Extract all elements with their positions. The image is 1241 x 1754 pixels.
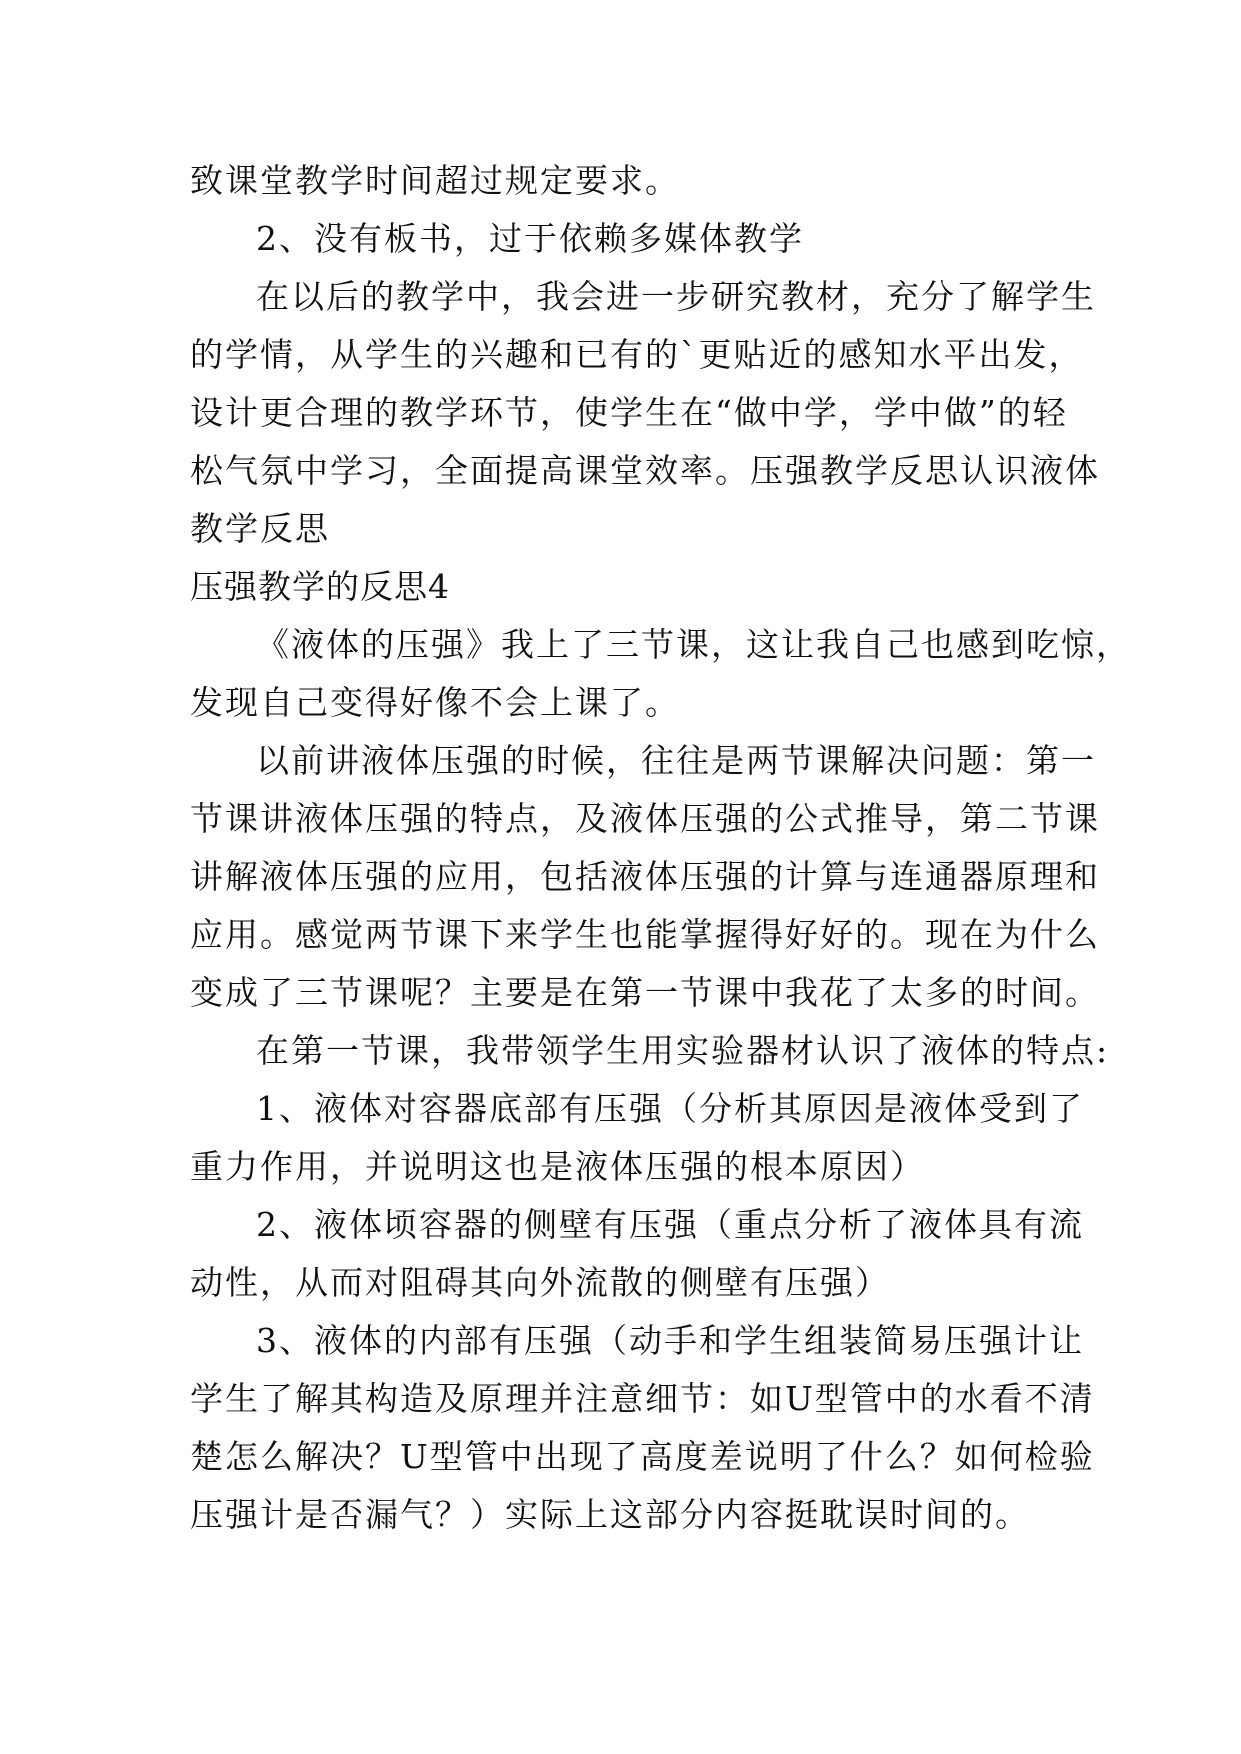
text-line: 的学情，从学生的兴趣和已有的`更贴近的感知水平出发， xyxy=(190,335,1084,374)
text-line: 在以后的教学中，我会进一步研究教材，充分了解学生 xyxy=(256,277,1096,316)
text-line: 设计更合理的教学环节，使学生在“做中学，学中做”的轻 xyxy=(190,393,1068,432)
text-line: 讲解液体压强的应用，包括液体压强的计算与连通器原理和 xyxy=(190,857,1100,896)
text-line: 2、液体顷容器的侧壁有压强（重点分析了液体具有流 xyxy=(256,1205,1084,1244)
text-line: 变成了三节课呢？主要是在第一节课中我花了太多的时间。 xyxy=(190,973,1100,1012)
text-line: 2、没有板书，过于依赖多媒体教学 xyxy=(256,219,804,258)
text-line: 重力作用，并说明这也是液体压强的根本原因） xyxy=(190,1147,925,1186)
text-line: 教学反思 xyxy=(190,509,330,548)
section-heading: 压强教学的反思4 xyxy=(190,567,450,606)
text-line: 应用。感觉两节课下来学生也能掌握得好好的。现在为什么 xyxy=(190,915,1100,954)
text-line: 在第一节课，我带领学生用实验器材认识了液体的特点: xyxy=(256,1031,1110,1070)
text-line: 发现自己变得好像不会上课了。 xyxy=(190,683,680,722)
text-line: 《液体的压强》我上了三节课，这让我自己也感到吃惊， xyxy=(256,625,1131,664)
text-line: 楚怎么解决？U型管中出现了高度差说明了什么？如何检验 xyxy=(190,1437,1095,1476)
text-line: 学生了解其构造及原理并注意细节：如U型管中的水看不清 xyxy=(190,1379,1095,1418)
text-line: 1、液体对容器底部有压强（分析其原因是液体受到了 xyxy=(256,1089,1084,1128)
text-line: 致课堂教学时间超过规定要求。 xyxy=(190,161,680,200)
text-line: 以前讲液体压强的时候，往往是两节课解决问题：第一 xyxy=(256,741,1096,780)
text-line: 节课讲液体压强的特点，及液体压强的公式推导，第二节课 xyxy=(190,799,1100,838)
document-page xyxy=(190,152,1131,1544)
text-line: 压强计是否漏气？）实际上这部分内容挺耽误时间的。 xyxy=(190,1495,1030,1534)
text-line: 松气氛中学习，全面提高课堂效率。压强教学反思认识液体 xyxy=(190,451,1100,490)
text-line: 动性，从而对阻碍其向外流散的侧壁有压强） xyxy=(190,1263,890,1302)
text-line: 3、液体的内部有压强（动手和学生组装简易压强计让 xyxy=(256,1321,1084,1360)
